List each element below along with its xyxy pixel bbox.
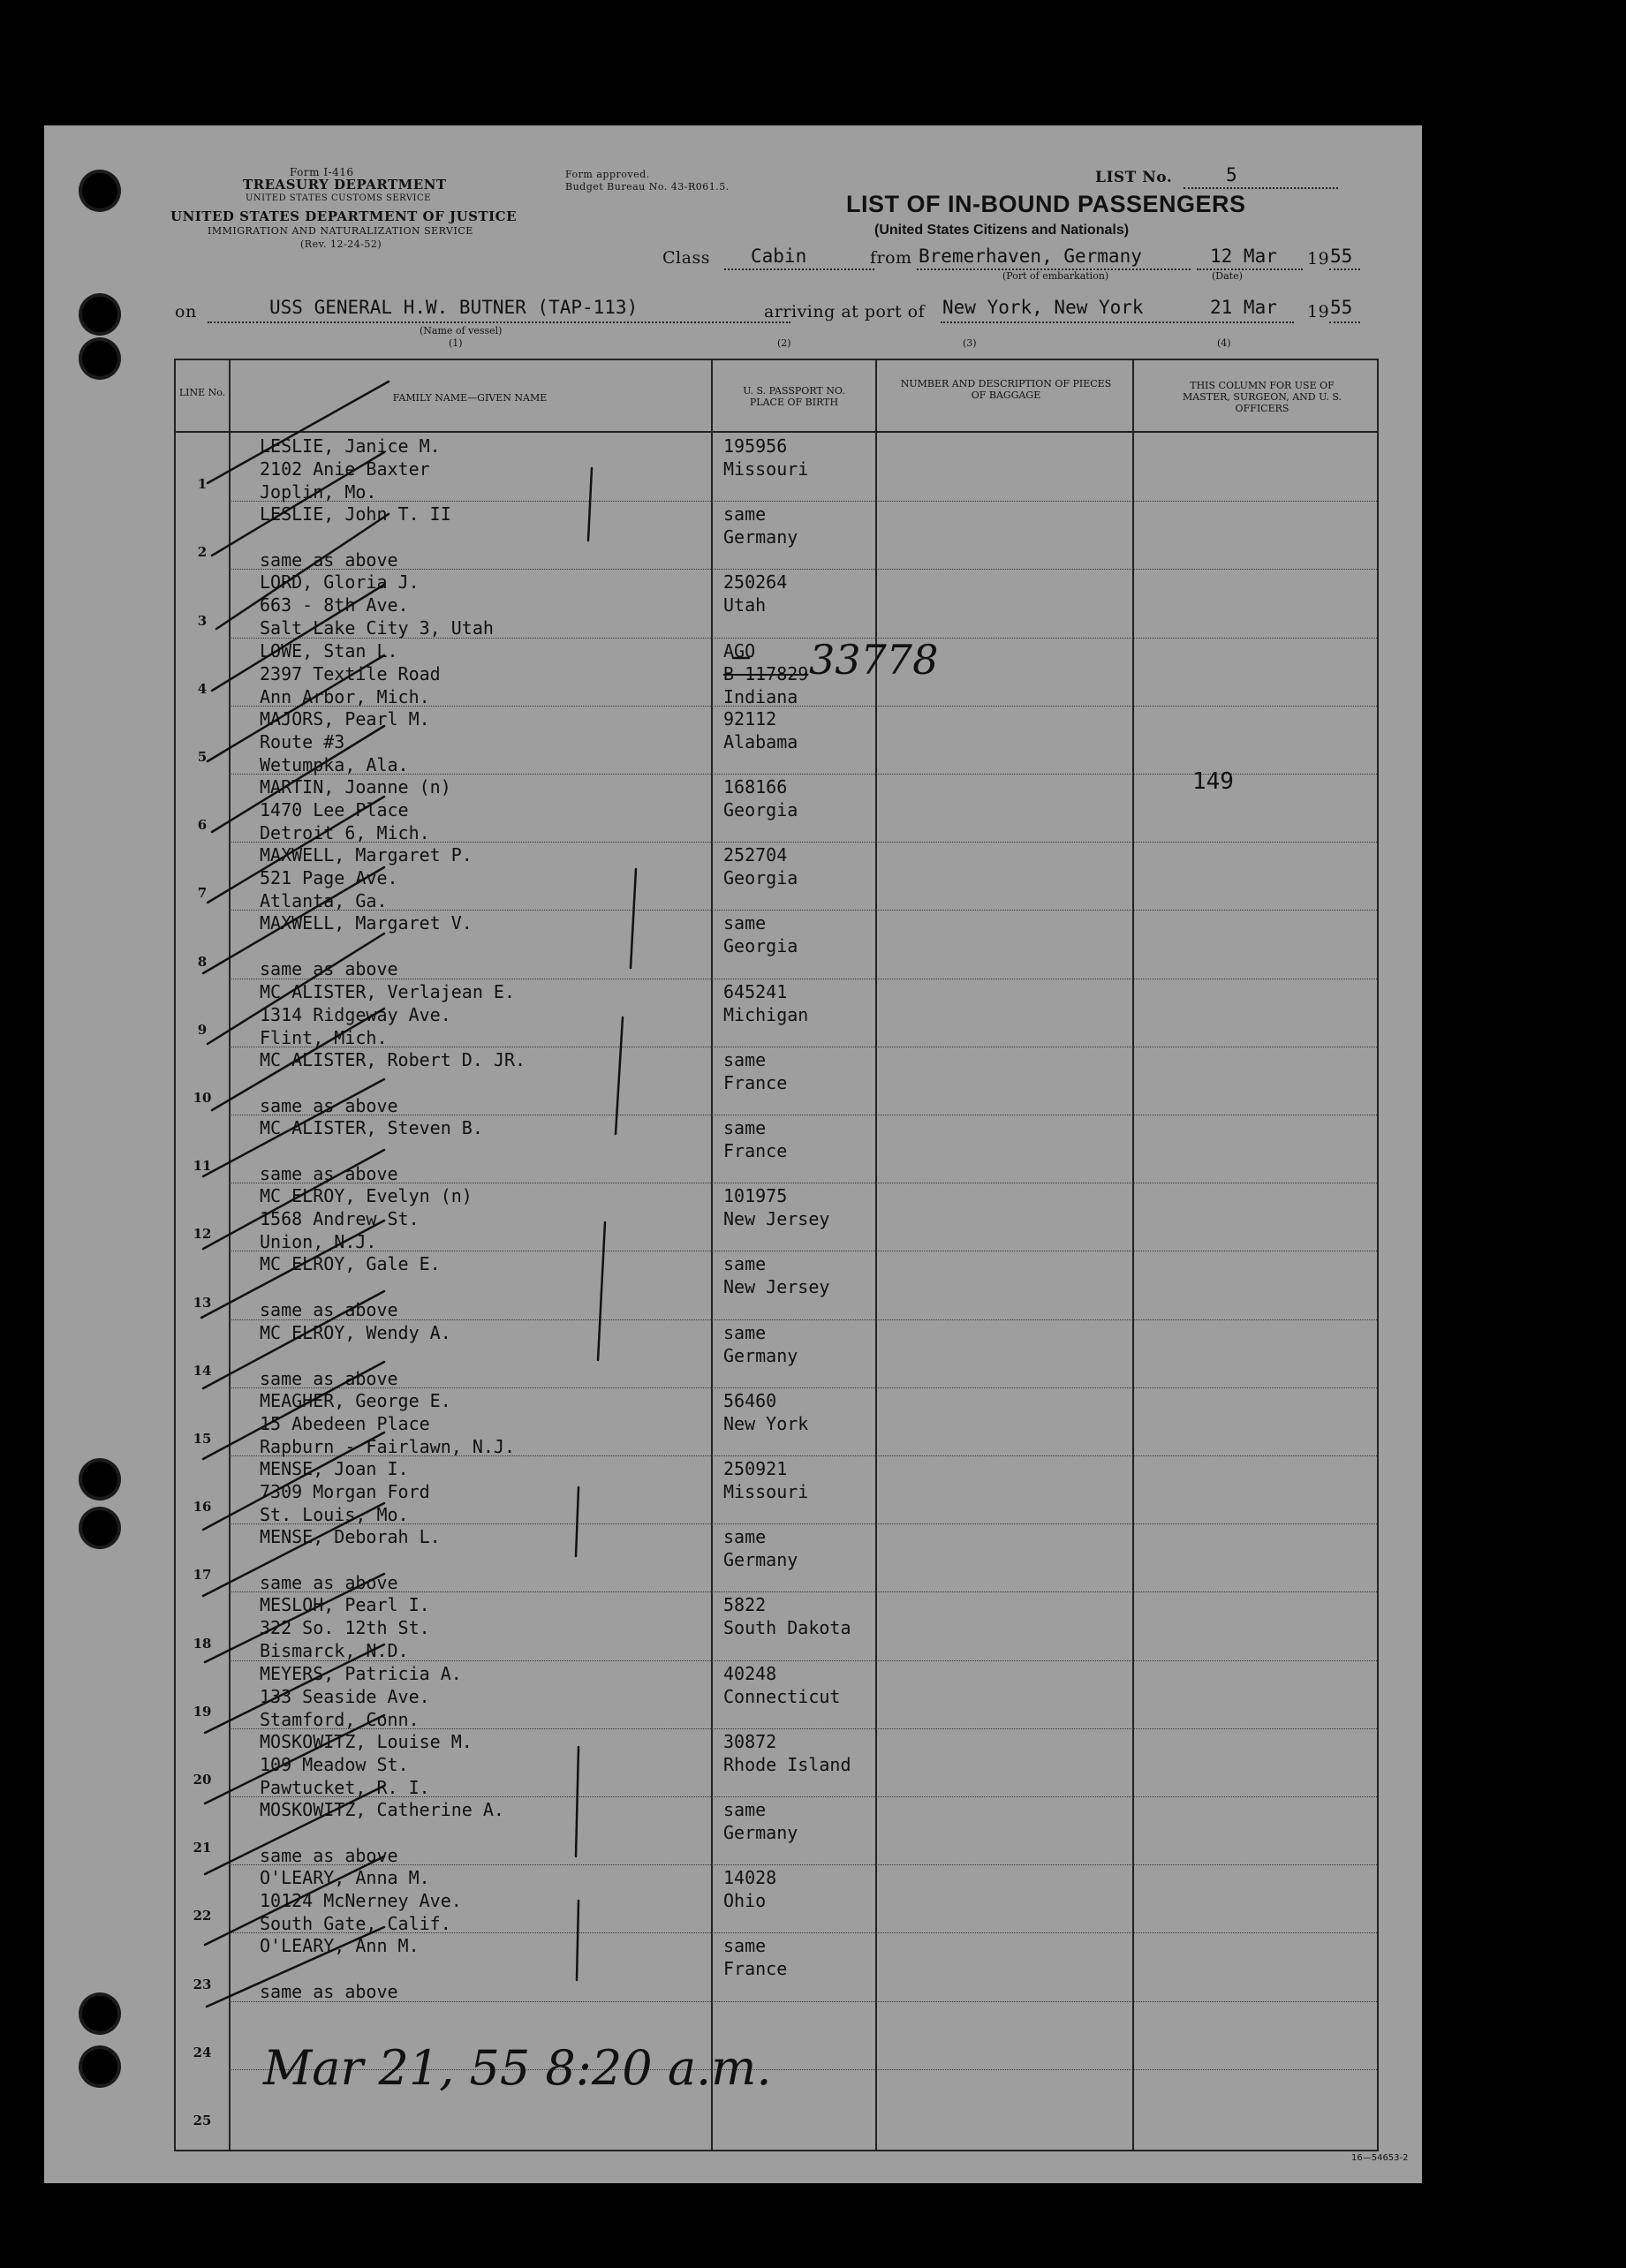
line-number: 18 xyxy=(193,1635,212,1652)
passport-line: AGO xyxy=(723,639,756,662)
name-line: LESLIE, Janice M. xyxy=(260,435,441,457)
name-line: MENSE, Deborah L. xyxy=(260,1526,441,1548)
name-line: 10124 McNerney Ave. xyxy=(260,1890,462,1912)
treasury-dept: TREASURY DEPARTMENT xyxy=(243,177,447,193)
check-marks-overlay xyxy=(44,125,1422,2183)
passport-line: Germany xyxy=(723,1549,798,1571)
arrival-port: New York, New York xyxy=(942,297,1144,318)
line-number: 16 xyxy=(193,1499,212,1516)
name-line: MEYERS, Patricia A. xyxy=(260,1662,462,1684)
line-number: 8 xyxy=(197,953,208,970)
line-number: 22 xyxy=(193,1908,212,1924)
passport-line: Alabama xyxy=(723,730,798,752)
passport-line: Michigan xyxy=(723,1003,809,1025)
line-number: 15 xyxy=(193,1431,212,1447)
name-line: MC ELROY, Evelyn (n) xyxy=(260,1185,473,1207)
name-line: LOWE, Stan L. xyxy=(260,639,398,662)
passport-line: Germany xyxy=(723,1822,798,1843)
name-line: St. Louis, Mo. xyxy=(260,1504,409,1525)
passport-line: 250264 xyxy=(723,571,788,593)
passport-line: 40248 xyxy=(723,1662,777,1684)
passport-line: Missouri xyxy=(723,458,809,480)
passport-line: 250921 xyxy=(723,1458,788,1479)
name-line: Rapburn - Fairlawn, N.J. xyxy=(260,1435,515,1457)
name-line: South Gate, Calif. xyxy=(260,1913,451,1935)
punch-hole xyxy=(82,1996,117,2031)
name-line: 15 Abedeen Place xyxy=(260,1412,430,1434)
name-line: 663 - 8th Ave. xyxy=(260,594,409,616)
line-number: 2 xyxy=(197,544,208,561)
passport-line: same xyxy=(723,1799,767,1820)
name-line: Ann Arbor, Mich. xyxy=(260,685,430,707)
name-line: same as above xyxy=(260,549,398,571)
arriving-label: arriving at port of xyxy=(764,302,926,321)
line-number: 23 xyxy=(193,1976,212,1992)
name-line: MOSKOWITZ, Louise M. xyxy=(260,1730,473,1752)
name-line: Wetumpka, Ala. xyxy=(260,753,409,775)
passport-line: France xyxy=(723,1140,788,1161)
arrival-year: 55 xyxy=(1330,297,1353,318)
name-line: MARTIN, Joanne (n) xyxy=(260,776,451,798)
line-number: 4 xyxy=(197,680,208,697)
name-line: 322 So. 12th St. xyxy=(260,1617,430,1639)
line-number: 5 xyxy=(197,749,208,765)
col-header-line-no: LINE No. xyxy=(178,387,226,398)
name-line: Flint, Mich. xyxy=(260,1026,388,1048)
line-number: 24 xyxy=(193,2044,212,2060)
embark-year: 55 xyxy=(1330,246,1353,267)
passport-line: Ohio xyxy=(723,1890,767,1912)
passport-line: New Jersey xyxy=(723,1208,830,1230)
name-line: Bismarck, N.D. xyxy=(260,1640,409,1662)
passport-line: 168166 xyxy=(723,776,788,798)
passport-line: same xyxy=(723,912,767,934)
name-line: MC ALISTER, Robert D. JR. xyxy=(260,1048,526,1070)
passport-line: New York xyxy=(723,1412,809,1434)
passport-line: 14028 xyxy=(723,1867,777,1889)
arrival-date: 21 Mar xyxy=(1210,297,1277,318)
line-number: 10 xyxy=(193,1090,212,1106)
name-line: Stamford, Conn. xyxy=(260,1708,420,1730)
name-line: Joplin, Mo. xyxy=(260,481,377,503)
name-line: Detroit 6, Mich. xyxy=(260,822,430,843)
footer-code: 16—54653-2 xyxy=(1351,2153,1409,2163)
name-line: Route #3 xyxy=(260,730,345,752)
passport-line: France xyxy=(723,1071,788,1093)
name-line: MENSE, Joan I. xyxy=(260,1458,409,1479)
col-header-officers: THIS COLUMN FOR USE OF MASTER, SURGEON, AND U. S. OFFICERS xyxy=(1182,380,1342,414)
passport-line: New Jersey xyxy=(723,1276,830,1298)
line-number: 13 xyxy=(193,1294,212,1311)
passport-line: Rhode Island xyxy=(723,1753,851,1775)
passport-line: Utah xyxy=(723,594,767,616)
name-line: MEAGHER, George E. xyxy=(260,1389,451,1411)
embark-date: 12 Mar xyxy=(1210,246,1277,267)
line-number: 14 xyxy=(193,1362,212,1379)
name-line: 133 Seaside Ave. xyxy=(260,1685,430,1707)
col-num-4: (4) xyxy=(1217,337,1231,349)
name-line: Atlanta, Ga. xyxy=(260,890,388,912)
name-line: 7309 Morgan Ford xyxy=(260,1481,430,1502)
passport-line: 30872 xyxy=(723,1730,777,1752)
stamp-149: 149 xyxy=(1192,768,1234,795)
col-num-3: (3) xyxy=(963,337,977,349)
line-number: 6 xyxy=(197,817,208,834)
col-num-1: (1) xyxy=(449,337,463,349)
name-line: MAJORS, Pearl M. xyxy=(260,707,430,730)
col-header-baggage: NUMBER AND DESCRIPTION OF PIECES OF BAGGAGE xyxy=(900,378,1112,401)
vessel-caption: (Name of vessel) xyxy=(420,325,503,336)
name-line: LORD, Gloria J. xyxy=(260,571,420,593)
name-line: LESLIE, John T. II xyxy=(260,503,451,525)
passport-line: Germany xyxy=(723,1344,798,1366)
line-number: 9 xyxy=(197,1021,208,1038)
punch-hole xyxy=(82,1510,117,1546)
name-line: Salt Lake City 3, Utah xyxy=(260,617,494,639)
line-number: 1 xyxy=(197,476,208,493)
line-number: 7 xyxy=(197,885,208,902)
passport-line: 252704 xyxy=(723,844,788,866)
passport-line: same xyxy=(723,1253,767,1275)
punch-hole xyxy=(82,297,117,332)
list-no-value: 5 xyxy=(1226,164,1237,185)
form-number: Form I-416 xyxy=(290,166,354,178)
class-label: Class xyxy=(662,248,710,268)
passport-line: Georgia xyxy=(723,799,798,820)
from-label: from xyxy=(870,248,912,268)
list-no-label: LIST No. xyxy=(1095,169,1173,186)
passport-line: 56460 xyxy=(723,1389,777,1411)
punch-hole xyxy=(82,1462,117,1497)
passenger-list-page xyxy=(44,125,1422,2183)
from-value: Bremerhaven, Germany xyxy=(919,246,1142,267)
passport-line: B-117829 xyxy=(723,662,809,684)
year-prefix: 19 xyxy=(1307,249,1330,268)
passport-line: Germany xyxy=(723,526,798,548)
line-number: 21 xyxy=(193,1840,212,1856)
passport-line: same xyxy=(723,1935,767,1957)
punch-hole xyxy=(82,2049,117,2084)
passport-line: same xyxy=(723,1048,767,1070)
passport-line: 101975 xyxy=(723,1185,788,1207)
name-line: 1314 Ridgeway Ave. xyxy=(260,1003,451,1025)
passport-line: Georgia xyxy=(723,935,798,957)
passport-line: 645241 xyxy=(723,980,788,1002)
name-line: Union, N.J. xyxy=(260,1231,377,1253)
passport-line: same xyxy=(723,1526,767,1548)
punch-hole xyxy=(82,173,117,208)
name-line: 2102 Anie Baxter xyxy=(260,458,430,480)
name-line: same as above xyxy=(260,1299,398,1321)
on-label: on xyxy=(175,302,197,321)
name-line: MAXWELL, Margaret V. xyxy=(260,912,473,934)
name-line: MC ALISTER, Steven B. xyxy=(260,1117,483,1138)
name-line: O'LEARY, Anna M. xyxy=(260,1867,430,1889)
name-line: MAXWELL, Margaret P. xyxy=(260,844,473,866)
name-line: 1470 Lee Place xyxy=(260,799,409,820)
signature-line: Mar 21, 55 8:20 a.m. xyxy=(263,2040,772,2096)
passport-line: France xyxy=(723,1958,788,1980)
immigration-service: IMMIGRATION AND NATURALIZATION SERVICE xyxy=(208,225,473,237)
name-line: 521 Page Ave. xyxy=(260,867,398,889)
handwritten-number: 33778 xyxy=(809,636,939,684)
passport-line: Connecticut xyxy=(723,1685,841,1707)
budget-bureau: Budget Bureau No. 43-R061.5. xyxy=(565,181,730,193)
name-line: same as above xyxy=(260,1163,398,1184)
name-line: O'LEARY, Ann M. xyxy=(260,1935,420,1957)
line-number: 11 xyxy=(193,1158,212,1175)
passport-line: 195956 xyxy=(723,435,788,457)
name-line: 109 Meadow St. xyxy=(260,1753,409,1775)
line-number: 19 xyxy=(193,1703,212,1720)
name-line: 2397 Textile Road xyxy=(260,662,441,684)
date-caption: (Date) xyxy=(1212,270,1243,282)
passport-line: 92112 xyxy=(723,707,777,730)
name-line: MC ELROY, Wendy A. xyxy=(260,1321,451,1343)
line-number: 17 xyxy=(193,1567,212,1584)
name-line: Pawtucket, R. I. xyxy=(260,1776,430,1798)
passport-line: Missouri xyxy=(723,1481,809,1502)
name-line: same as above xyxy=(260,1094,398,1116)
passport-line: same xyxy=(723,1117,767,1138)
name-line: same as above xyxy=(260,1981,398,2003)
passport-line: South Dakota xyxy=(723,1617,851,1639)
name-line: same as above xyxy=(260,1572,398,1594)
class-value: Cabin xyxy=(751,246,807,267)
line-number: 25 xyxy=(193,2113,212,2128)
line-number: 3 xyxy=(197,612,208,629)
justice-dept: UNITED STATES DEPARTMENT OF JUSTICE xyxy=(170,208,518,224)
name-line: 1568 Andrew St. xyxy=(260,1208,420,1230)
passport-line: same xyxy=(723,503,767,525)
vessel-name: USS GENERAL H.W. BUTNER (TAP-113) xyxy=(269,297,639,318)
revision: (Rev. 12-24-52) xyxy=(300,238,382,250)
punch-hole xyxy=(82,341,117,376)
passport-line: 5822 xyxy=(723,1594,767,1616)
customs-service: UNITED STATES CUSTOMS SERVICE xyxy=(246,193,431,203)
name-line: same as above xyxy=(260,958,398,980)
name-line: same as above xyxy=(260,1845,398,1866)
name-line: same as above xyxy=(260,1367,398,1389)
arrival-year-prefix: 19 xyxy=(1307,302,1330,321)
port-embark-caption: (Port of embarkation) xyxy=(1002,270,1109,282)
passport-line: same xyxy=(723,1321,767,1343)
passport-line: Georgia xyxy=(723,867,798,889)
page-title: LIST OF IN-BOUND PASSENGERS xyxy=(846,191,1246,217)
line-number: 20 xyxy=(193,1772,212,1788)
passport-line: Indiana xyxy=(723,685,798,707)
col-header-passport: U. S. PASSPORT NO. PLACE OF BIRTH xyxy=(743,385,845,408)
page-subtitle: (United States Citizens and Nationals) xyxy=(874,223,1130,238)
line-number: 12 xyxy=(193,1226,212,1243)
name-line: MESLOH, Pearl I. xyxy=(260,1594,430,1616)
col-num-2: (2) xyxy=(777,337,791,349)
name-line: MC ELROY, Gale E. xyxy=(260,1253,441,1275)
form-approved: Form approved. xyxy=(565,169,650,180)
name-line: MC ALISTER, Verlajean E. xyxy=(260,980,515,1002)
col-header-name: FAMILY NAME—GIVEN NAME xyxy=(392,392,548,404)
name-line: MOSKOWITZ, Catherine A. xyxy=(260,1799,504,1820)
